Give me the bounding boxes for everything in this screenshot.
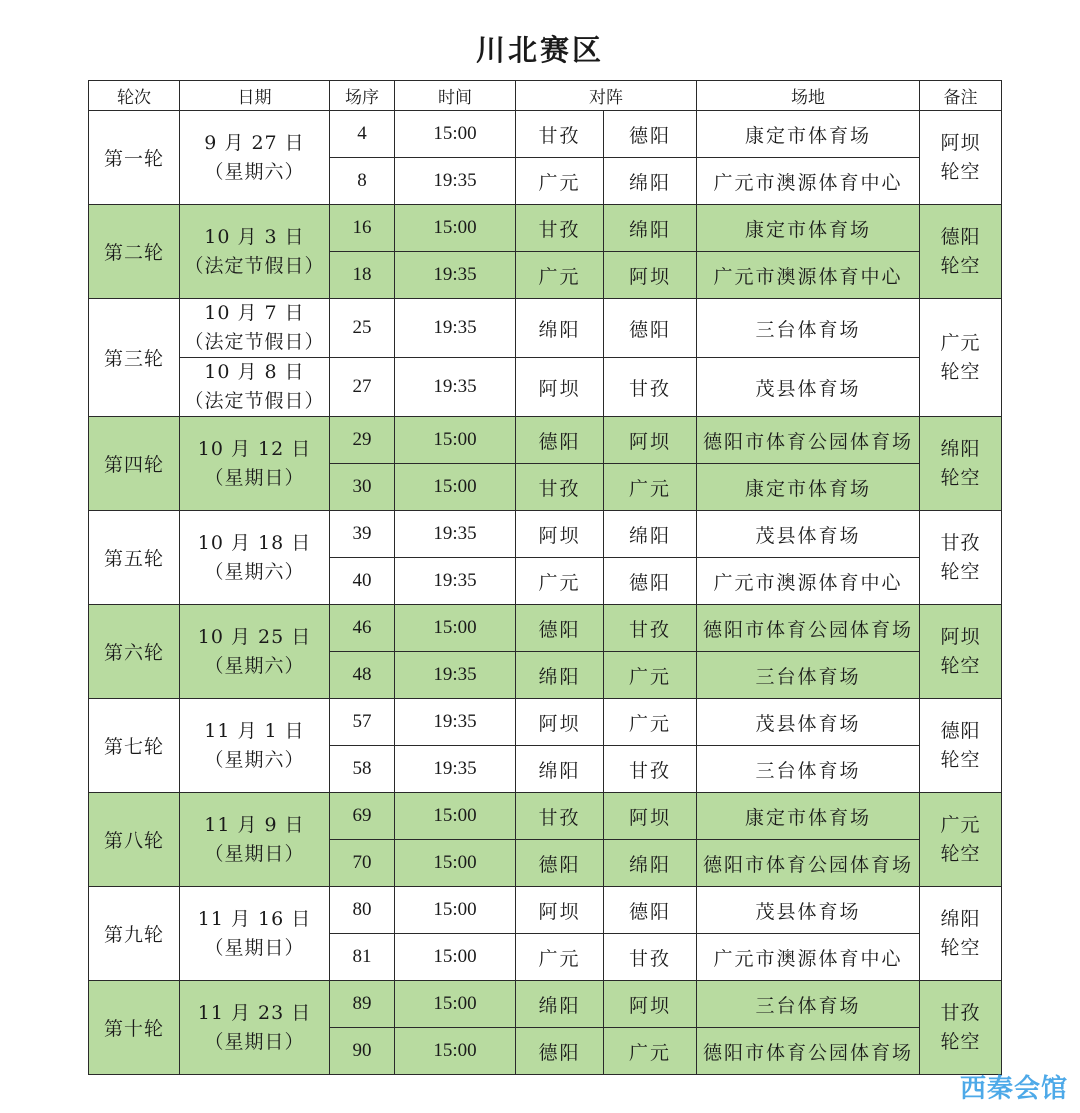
note-bye: 轮空 [940, 1030, 981, 1053]
match-number-cell: 46 [330, 605, 395, 652]
kickoff-time-cell: 15:00 [395, 111, 516, 158]
date-day: 10 月 18 日 [197, 531, 312, 554]
away-team-cell: 甘孜 [604, 605, 697, 652]
match-number-cell: 80 [330, 887, 395, 934]
date-weekday: （星期六） [204, 748, 305, 771]
note-cell [920, 511, 1002, 605]
table-row [89, 605, 1002, 652]
venue-cell [697, 158, 920, 205]
away-team-cell: 阿坝 [604, 793, 697, 840]
round-cell: 第十轮 [89, 981, 180, 1075]
round-cell: 第九轮 [89, 887, 180, 981]
note-bye: 轮空 [940, 360, 981, 383]
note-team: 绵阳 [940, 907, 981, 930]
date-day: 9 月 27 日 [204, 131, 305, 154]
note-bye: 轮空 [940, 654, 981, 677]
kickoff-time-cell: 19:35 [395, 252, 516, 299]
venue-name: 茂县体育场 [755, 712, 861, 735]
round-cell: 第一轮 [89, 111, 180, 205]
table-row [89, 699, 1002, 746]
date-cell [180, 111, 330, 205]
venue-cell [697, 699, 920, 746]
round-cell: 第八轮 [89, 793, 180, 887]
date-weekday: （法定节假日） [184, 331, 325, 353]
date-day: 11 月 16 日 [197, 907, 312, 930]
kickoff-time-cell: 15:00 [395, 887, 516, 934]
away-team-cell: 阿坝 [604, 252, 697, 299]
venue-name: 康定市体育场 [744, 124, 871, 147]
venue-cell [697, 558, 920, 605]
round-cell: 第五轮 [89, 511, 180, 605]
kickoff-time-cell: 15:00 [395, 840, 516, 887]
away-team-cell: 德阳 [604, 299, 697, 358]
away-team-cell: 绵阳 [604, 511, 697, 558]
note-team: 甘孜 [940, 531, 981, 554]
note-team: 绵阳 [940, 437, 981, 460]
note-cell [920, 417, 1002, 511]
note-cell [920, 299, 1002, 417]
page-title: 川北赛区 [475, 33, 604, 67]
header-round: 轮次 [89, 81, 180, 111]
venue-name: 茂县体育场 [755, 377, 861, 400]
venue-cell [697, 252, 920, 299]
note-team: 阿坝 [940, 625, 981, 648]
date-weekday: （星期日） [204, 1030, 305, 1053]
away-team-cell: 绵阳 [604, 840, 697, 887]
date-day: 11 月 23 日 [197, 1001, 312, 1024]
kickoff-time-cell: 15:00 [395, 464, 516, 511]
kickoff-time-cell: 15:00 [395, 417, 516, 464]
match-number-cell: 16 [330, 205, 395, 252]
kickoff-time-cell: 15:00 [395, 605, 516, 652]
home-team-cell: 绵阳 [516, 981, 604, 1028]
round-cell: 第四轮 [89, 417, 180, 511]
date-weekday: （法定节假日） [184, 390, 325, 412]
schedule-body [89, 111, 1002, 1075]
home-team-cell: 广元 [516, 934, 604, 981]
away-team-cell: 广元 [604, 1028, 697, 1075]
kickoff-time-cell: 15:00 [395, 1028, 516, 1075]
venue-cell [697, 746, 920, 793]
away-team-cell: 广元 [604, 652, 697, 699]
home-team-cell: 德阳 [516, 840, 604, 887]
kickoff-time-cell: 15:00 [395, 934, 516, 981]
date-weekday: （星期六） [204, 560, 305, 583]
venue-cell [697, 652, 920, 699]
away-team-cell: 广元 [604, 464, 697, 511]
home-team-cell: 绵阳 [516, 746, 604, 793]
round-cell: 第三轮 [89, 299, 180, 417]
date-day: 10 月 12 日 [197, 437, 312, 460]
venue-cell [697, 111, 920, 158]
venue-name: 德阳市体育公园体育场 [702, 1041, 913, 1064]
venue-name: 康定市体育场 [744, 218, 871, 241]
match-number-cell: 8 [330, 158, 395, 205]
home-team-cell: 广元 [516, 558, 604, 605]
table-row [89, 111, 1002, 158]
note-cell [920, 887, 1002, 981]
venue-name: 三台体育场 [755, 665, 861, 688]
header-match-no: 场序 [330, 81, 395, 111]
away-team-cell: 甘孜 [604, 934, 697, 981]
note-team: 广元 [940, 331, 981, 354]
date-cell [180, 887, 330, 981]
date-cell [180, 417, 330, 511]
date-cell [180, 605, 330, 699]
home-team-cell: 阿坝 [516, 511, 604, 558]
venue-name: 三台体育场 [755, 994, 861, 1017]
venue-cell [697, 887, 920, 934]
note-bye: 轮空 [940, 936, 981, 959]
home-team-cell: 德阳 [516, 605, 604, 652]
date-cell [180, 358, 330, 417]
table-row [89, 511, 1002, 558]
kickoff-time-cell: 19:35 [395, 299, 516, 358]
table-row [89, 358, 1002, 417]
away-team-cell: 阿坝 [604, 981, 697, 1028]
away-team-cell: 阿坝 [604, 417, 697, 464]
note-bye: 轮空 [940, 254, 981, 277]
venue-name: 广元市澳源体育中心 [713, 571, 903, 594]
venue-name: 三台体育场 [755, 759, 861, 782]
match-number-cell: 18 [330, 252, 395, 299]
header-venue: 场地 [697, 81, 920, 111]
kickoff-time-cell: 15:00 [395, 981, 516, 1028]
date-cell [180, 793, 330, 887]
venue-name: 德阳市体育公园体育场 [702, 430, 913, 453]
venue-name: 茂县体育场 [755, 524, 861, 547]
date-cell [180, 981, 330, 1075]
kickoff-time-cell: 15:00 [395, 205, 516, 252]
note-cell [920, 699, 1002, 793]
match-number-cell: 58 [330, 746, 395, 793]
round-cell: 第七轮 [89, 699, 180, 793]
date-day: 10 月 7 日 [204, 302, 305, 324]
venue-name: 三台体育场 [755, 318, 861, 341]
date-weekday: （星期六） [204, 654, 305, 677]
venue-name: 德阳市体育公园体育场 [702, 853, 913, 876]
date-weekday: （星期六） [204, 160, 305, 183]
venue-cell [697, 417, 920, 464]
watermark-logo: 西秦会馆 [959, 1074, 1068, 1104]
kickoff-time-cell: 19:35 [395, 699, 516, 746]
note-cell [920, 793, 1002, 887]
venue-name: 广元市澳源体育中心 [713, 947, 903, 970]
venue-cell [697, 299, 920, 358]
note-team: 德阳 [940, 719, 981, 742]
date-weekday: （星期日） [204, 936, 305, 959]
home-team-cell: 广元 [516, 252, 604, 299]
venue-cell [697, 934, 920, 981]
match-number-cell: 90 [330, 1028, 395, 1075]
date-day: 11 月 9 日 [204, 813, 305, 836]
table-row [89, 299, 1002, 358]
match-number-cell: 57 [330, 699, 395, 746]
away-team-cell: 广元 [604, 699, 697, 746]
home-team-cell: 甘孜 [516, 205, 604, 252]
date-day: 11 月 1 日 [204, 719, 305, 742]
home-team-cell: 绵阳 [516, 299, 604, 358]
header-note: 备注 [920, 81, 1002, 111]
note-team: 甘孜 [940, 1001, 981, 1024]
table-row [89, 793, 1002, 840]
venue-cell [697, 981, 920, 1028]
home-team-cell: 阿坝 [516, 358, 604, 417]
venue-cell [697, 793, 920, 840]
match-number-cell: 4 [330, 111, 395, 158]
note-cell [920, 605, 1002, 699]
match-number-cell: 89 [330, 981, 395, 1028]
kickoff-time-cell: 19:35 [395, 746, 516, 793]
away-team-cell: 绵阳 [604, 205, 697, 252]
round-cell: 第六轮 [89, 605, 180, 699]
round-cell: 第二轮 [89, 205, 180, 299]
match-number-cell: 81 [330, 934, 395, 981]
header-date: 日期 [180, 81, 330, 111]
away-team-cell: 德阳 [604, 558, 697, 605]
table-header-row [89, 81, 1002, 111]
home-team-cell: 阿坝 [516, 887, 604, 934]
match-number-cell: 48 [330, 652, 395, 699]
venue-name: 康定市体育场 [744, 806, 871, 829]
note-cell [920, 111, 1002, 205]
match-number-cell: 27 [330, 358, 395, 417]
date-weekday: （星期日） [204, 842, 305, 865]
note-team: 广元 [940, 813, 981, 836]
home-team-cell: 甘孜 [516, 111, 604, 158]
match-number-cell: 29 [330, 417, 395, 464]
venue-cell [697, 358, 920, 417]
note-bye: 轮空 [940, 160, 981, 183]
venue-cell [697, 840, 920, 887]
date-day: 10 月 3 日 [204, 225, 305, 248]
note-bye: 轮空 [940, 748, 981, 771]
away-team-cell: 甘孜 [604, 746, 697, 793]
header-matchup: 对阵 [516, 81, 697, 111]
match-number-cell: 25 [330, 299, 395, 358]
home-team-cell: 德阳 [516, 1028, 604, 1075]
kickoff-time-cell: 19:35 [395, 358, 516, 417]
match-number-cell: 40 [330, 558, 395, 605]
away-team-cell: 德阳 [604, 887, 697, 934]
home-team-cell: 德阳 [516, 417, 604, 464]
match-number-cell: 70 [330, 840, 395, 887]
note-bye: 轮空 [940, 560, 981, 583]
match-number-cell: 69 [330, 793, 395, 840]
note-bye: 轮空 [940, 466, 981, 489]
table-row [89, 981, 1002, 1028]
away-team-cell: 绵阳 [604, 158, 697, 205]
header-time: 时间 [395, 81, 516, 111]
table-row [89, 417, 1002, 464]
schedule-table [88, 80, 1002, 1075]
kickoff-time-cell: 19:35 [395, 158, 516, 205]
venue-name: 康定市体育场 [744, 477, 871, 500]
date-cell [180, 205, 330, 299]
venue-cell [697, 205, 920, 252]
date-cell [180, 299, 330, 358]
date-weekday: （星期日） [204, 466, 305, 489]
away-team-cell: 甘孜 [604, 358, 697, 417]
venue-name: 广元市澳源体育中心 [713, 265, 903, 288]
kickoff-time-cell: 19:35 [395, 511, 516, 558]
away-team-cell: 德阳 [604, 111, 697, 158]
date-cell [180, 699, 330, 793]
venue-cell [697, 605, 920, 652]
note-cell [920, 981, 1002, 1075]
note-cell [920, 205, 1002, 299]
table-row [89, 887, 1002, 934]
date-weekday: （法定节假日） [184, 254, 325, 277]
home-team-cell: 阿坝 [516, 699, 604, 746]
home-team-cell: 广元 [516, 158, 604, 205]
venue-name: 广元市澳源体育中心 [713, 171, 903, 194]
home-team-cell: 甘孜 [516, 464, 604, 511]
note-team: 德阳 [940, 225, 981, 248]
match-number-cell: 39 [330, 511, 395, 558]
venue-cell [697, 511, 920, 558]
table-row [89, 205, 1002, 252]
kickoff-time-cell: 15:00 [395, 793, 516, 840]
home-team-cell: 绵阳 [516, 652, 604, 699]
match-number-cell: 30 [330, 464, 395, 511]
date-cell [180, 511, 330, 605]
date-day: 10 月 8 日 [204, 361, 305, 383]
note-bye: 轮空 [940, 842, 981, 865]
note-team: 阿坝 [940, 131, 981, 154]
kickoff-time-cell: 19:35 [395, 558, 516, 605]
venue-name: 德阳市体育公园体育场 [702, 618, 913, 641]
venue-cell [697, 1028, 920, 1075]
kickoff-time-cell: 19:35 [395, 652, 516, 699]
date-day: 10 月 25 日 [197, 625, 312, 648]
home-team-cell: 甘孜 [516, 793, 604, 840]
venue-name: 茂县体育场 [755, 900, 861, 923]
venue-cell [697, 464, 920, 511]
